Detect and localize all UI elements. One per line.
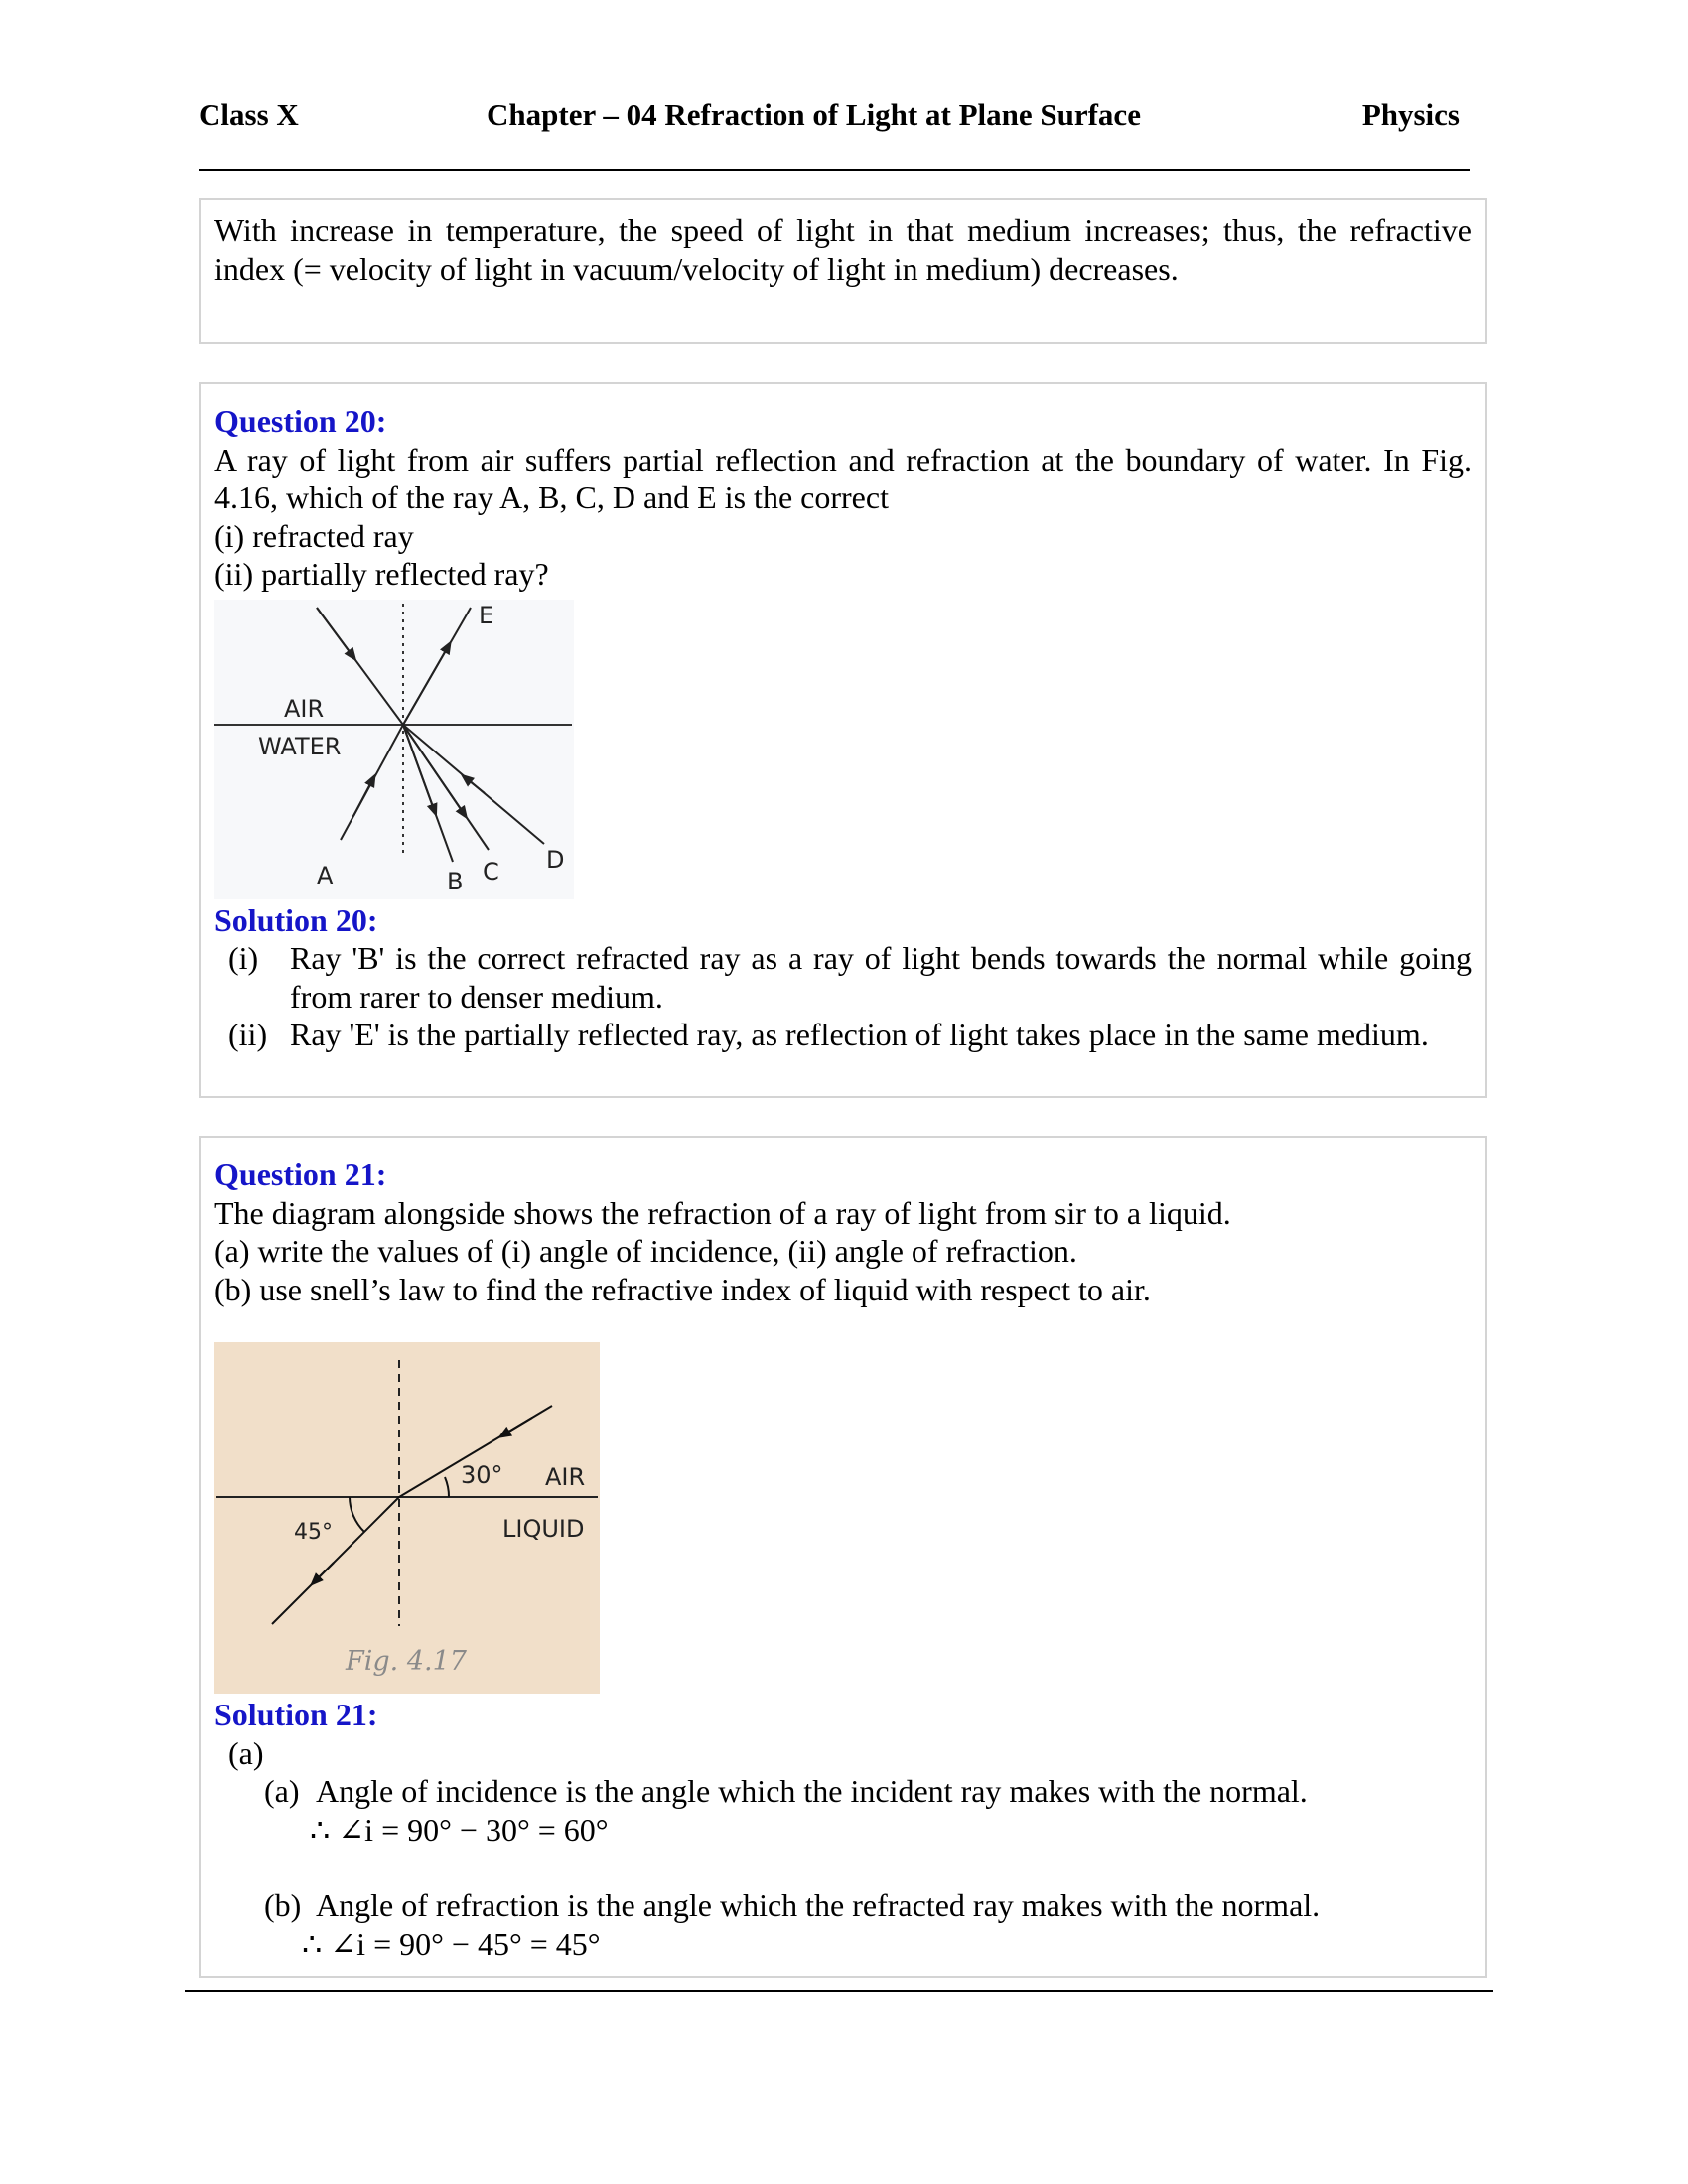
- solution-20-title: Solution 20:: [214, 901, 378, 938]
- question-21-line-3: (b) use snell’s law to find the refractive index of liquid with respect to air.: [214, 1271, 1151, 1307]
- figure-4-16-diagram: [214, 600, 574, 899]
- solution-21-item-b-text: Angle of refraction is the angle which the refracted ray makes with the normal.: [316, 1887, 1321, 1923]
- solution-20-item-i: [214, 939, 1472, 1016]
- solution-21-item-a: [214, 1772, 1472, 1811]
- header-class: Class X: [199, 97, 299, 132]
- ray-c-label: C: [483, 857, 499, 886]
- solution-21-item-a-label: (a): [264, 1773, 300, 1809]
- angle-45-label: 45°: [294, 1520, 333, 1545]
- ray-b-label: B: [447, 867, 464, 895]
- question-20-option-i: (i) refracted ray: [214, 517, 414, 554]
- page-header: [199, 97, 1460, 141]
- figure-4-17-diagram: [214, 1342, 600, 1694]
- header-subject: Physics: [1361, 97, 1460, 132]
- figure-caption: Fig. 4.17: [346, 1646, 467, 1677]
- footer-divider: [185, 1990, 1493, 1992]
- question-21-title: Question 21:: [214, 1157, 387, 1192]
- solution-20-item-ii-label: (ii): [228, 1017, 268, 1052]
- solution-21-item-a-text: Angle of incidence is the angle which the incident ray makes with the normal.: [316, 1773, 1308, 1809]
- air-label: AIR: [284, 694, 325, 723]
- solution-21-formula-b: ∴ ∠i = 90° − 45° = 45°: [302, 1925, 601, 1962]
- solution-20-item-ii: [214, 1016, 1472, 1054]
- question-21-box: [199, 1136, 1487, 1978]
- solution-21-formula-a: ∴ ∠i = 90° − 30° = 60°: [310, 1811, 609, 1847]
- answer-continuation-text: With increase in temperature, the speed of light in that medium increases; thus, the refractive index (= velocity of light in vacuum/velocity of light in medium) decreases.: [214, 212, 1472, 287]
- question-21-line-1: The diagram alongside shows the refraction of a ray of light from sir to a liquid.: [214, 1194, 1231, 1231]
- header-chapter: Chapter – 04 Refraction of Light at Plane Surface: [487, 97, 1141, 132]
- air-label-2: AIR: [545, 1463, 586, 1491]
- question-20-text: A ray of light from air suffers partial reflection and refraction at the boundary of water. In Fig. 4.16, which of the ray A, B, C, D and E is the correct: [214, 441, 1472, 515]
- solution-20-item-i-label: (i): [228, 940, 259, 976]
- answer-continuation-box: [199, 198, 1487, 344]
- ray-e-label: E: [479, 601, 494, 629]
- solution-21-item-b-label: (b): [264, 1887, 302, 1923]
- question-20-box: [199, 382, 1487, 1098]
- water-label: WATER: [258, 732, 342, 760]
- ray-d-label: D: [546, 845, 565, 874]
- question-20-option-ii: (ii) partially reflected ray?: [214, 556, 549, 592]
- ray-a-label: A: [317, 861, 334, 889]
- question-20-title: Question 20:: [214, 403, 387, 439]
- solution-21-part-a: (a): [228, 1734, 264, 1771]
- question-21-line-2: (a) write the values of (i) angle of incidence, (ii) angle of refraction.: [214, 1233, 1077, 1269]
- solution-20-item-i-text: Ray 'B' is the correct refracted ray as a ray of light bends towards the normal while going from rarer to denser medium.: [290, 940, 1472, 1015]
- header-divider: [199, 169, 1470, 171]
- solution-20-item-ii-text: Ray 'E' is the partially reflected ray, as reflection of light takes place in the same medium.: [290, 1017, 1429, 1052]
- angle-30-label: 30°: [461, 1461, 503, 1489]
- liquid-label: LIQUID: [502, 1515, 585, 1543]
- solution-21-title: Solution 21:: [214, 1697, 378, 1732]
- solution-21-item-b: [214, 1886, 1472, 1925]
